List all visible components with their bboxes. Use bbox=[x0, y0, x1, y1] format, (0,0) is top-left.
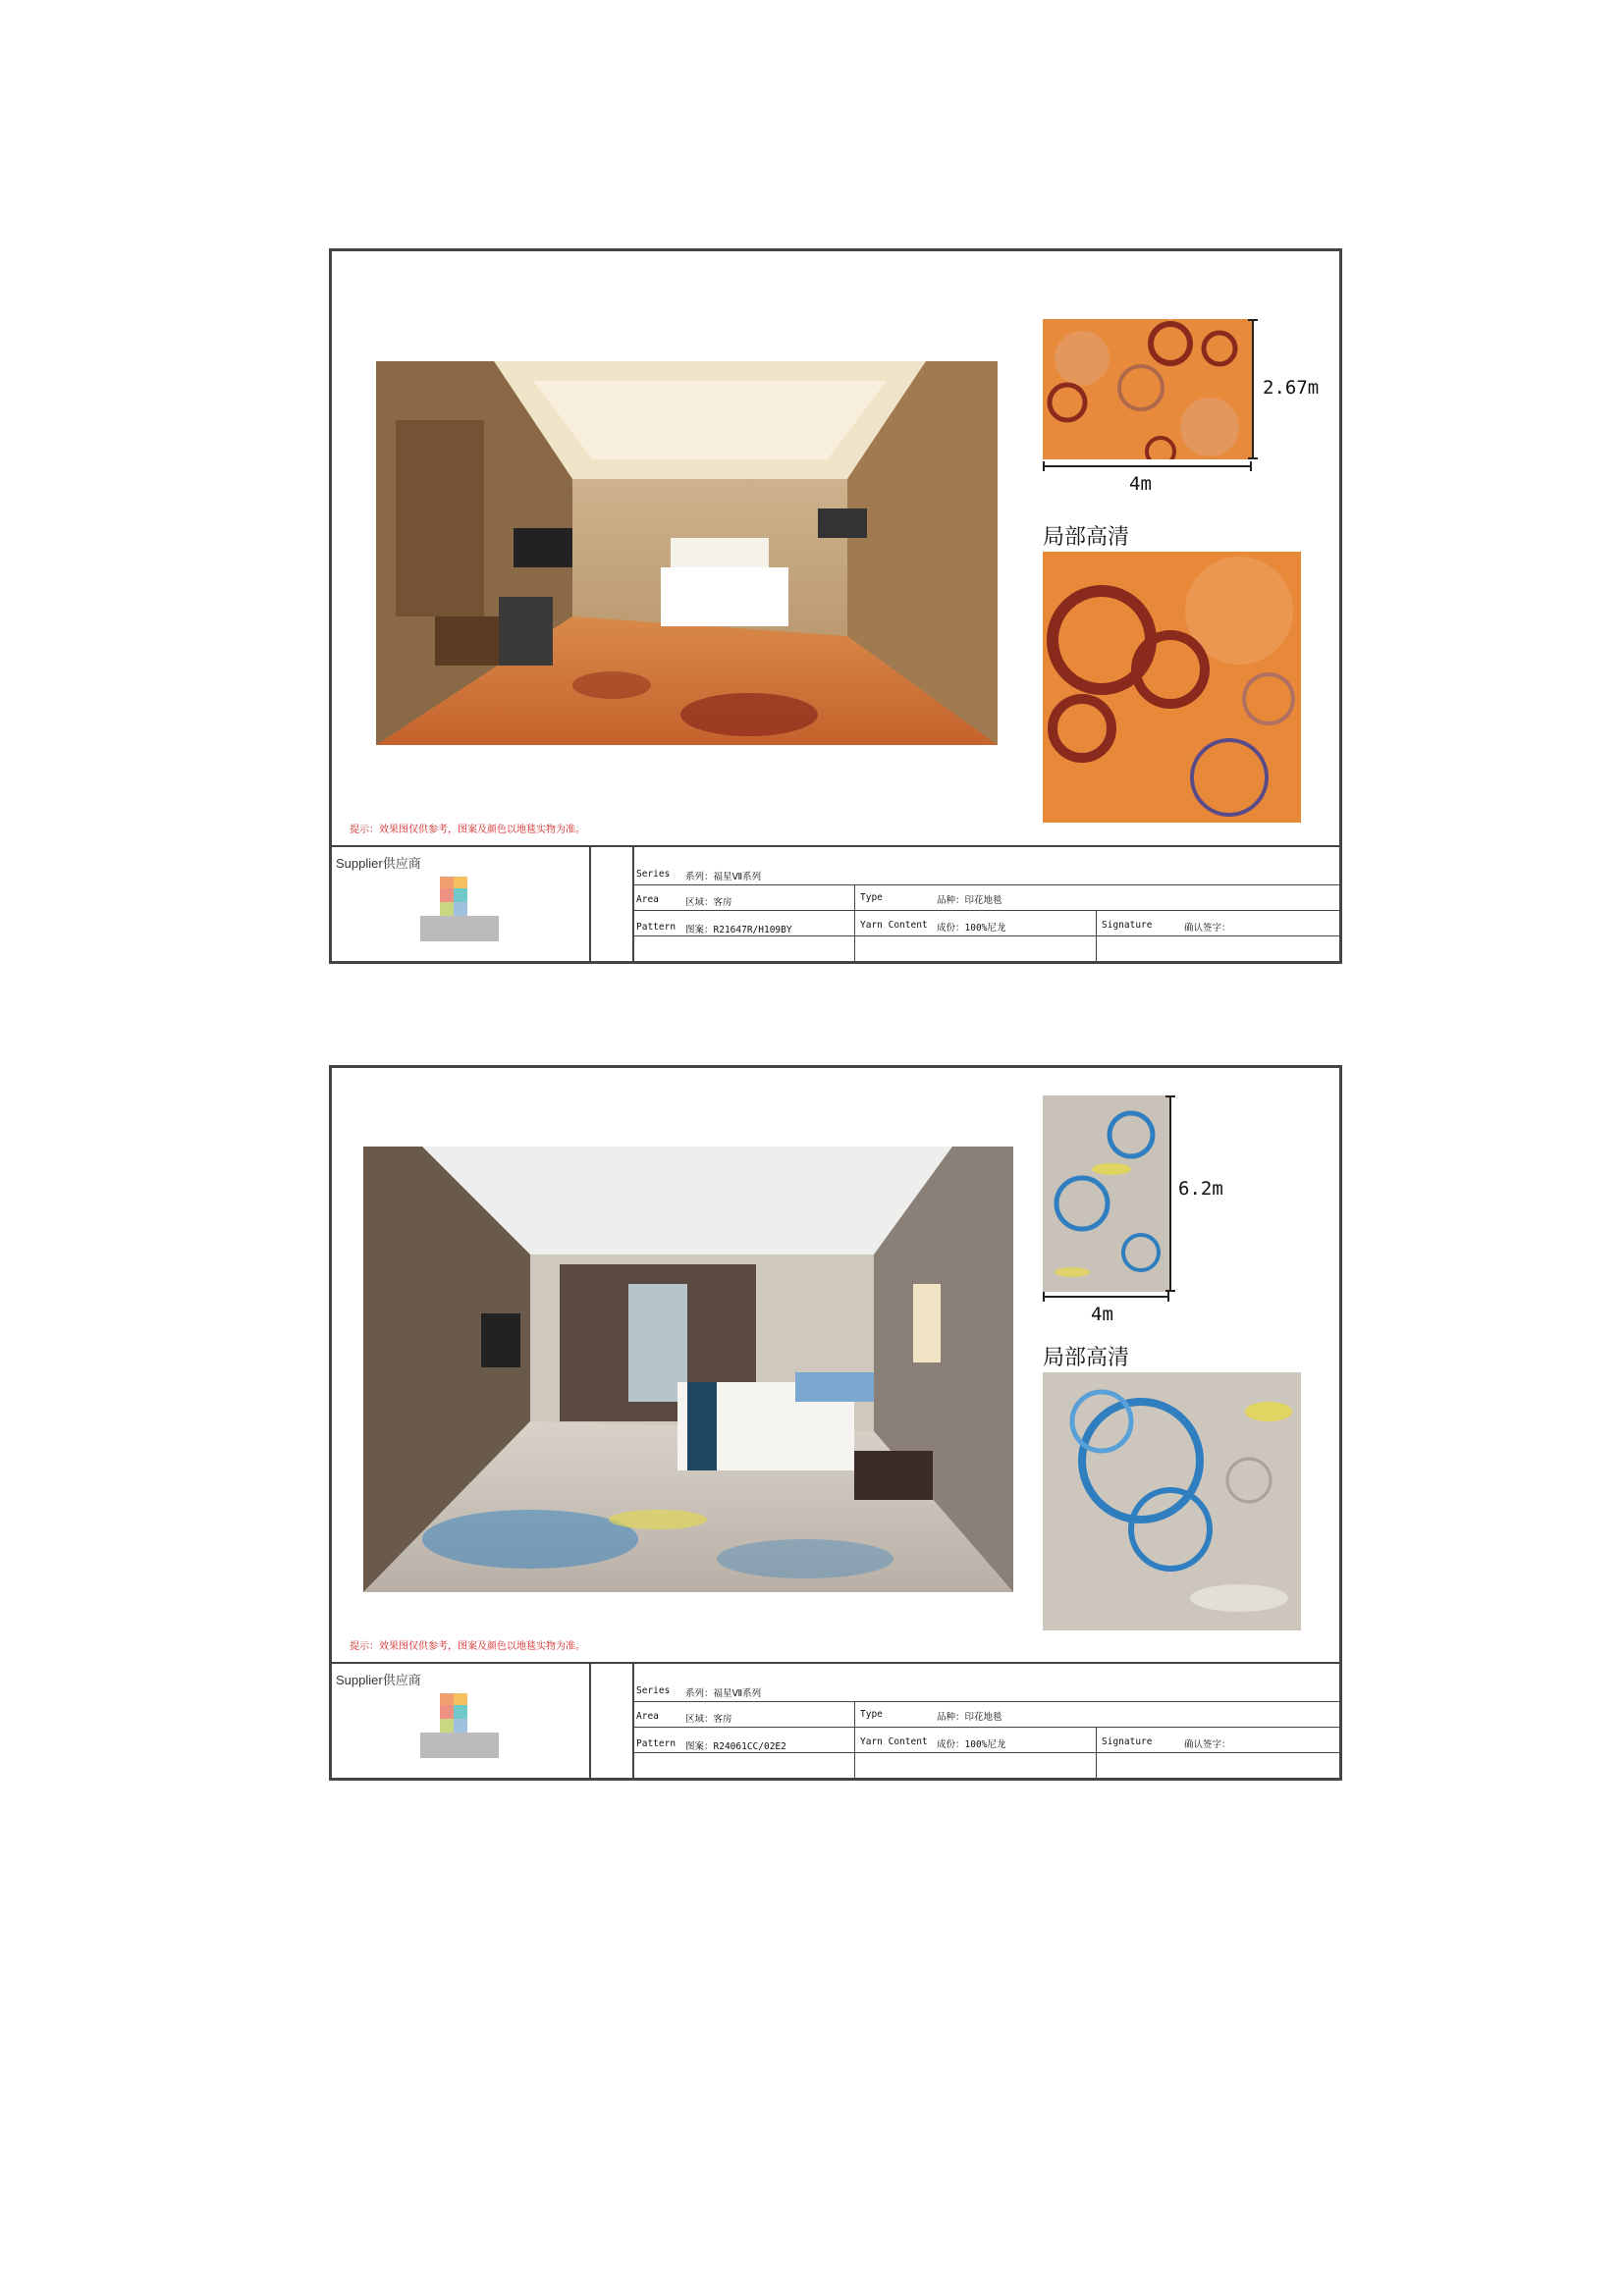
pattern-label: Pattern bbox=[636, 922, 677, 933]
type-value: 品种：印花地毯 bbox=[937, 895, 1002, 906]
type-label: Type bbox=[860, 892, 883, 903]
series-value: 系列：福星Ⅶ系列 bbox=[685, 872, 762, 882]
height-dimension-label: 2.67m bbox=[1263, 377, 1320, 399]
series-value: 系列：福星Ⅶ系列 bbox=[685, 1688, 762, 1699]
type-value: 品种：印花地毯 bbox=[937, 1712, 1002, 1723]
carpet-closeup-image bbox=[1043, 1372, 1301, 1630]
area-label: Area bbox=[636, 894, 659, 905]
width-dimension-line bbox=[1043, 465, 1252, 467]
closeup-title: 局部高清 bbox=[1043, 1346, 1130, 1370]
height-dimension-label: 6.2m bbox=[1178, 1178, 1223, 1200]
pattern-value: 图案：R21647R/H109BY bbox=[685, 925, 792, 935]
area-value: 区域：客房 bbox=[685, 897, 732, 908]
closeup-title: 局部高清 bbox=[1043, 525, 1130, 550]
supplier-label: Supplier供应商 bbox=[336, 856, 421, 871]
carpet-swatch-image bbox=[1043, 319, 1252, 459]
info-table bbox=[332, 1662, 1339, 1778]
width-dimension-label: 4m bbox=[1091, 1304, 1113, 1325]
signature-field[interactable]: 确认签字： bbox=[1184, 923, 1231, 934]
signature-label: Signature bbox=[1102, 1736, 1153, 1747]
supplier-logo bbox=[420, 877, 499, 955]
width-dimension-line bbox=[1043, 1296, 1169, 1298]
series-label: Series bbox=[636, 869, 671, 880]
height-dimension-line bbox=[1252, 319, 1254, 459]
height-dimension-line bbox=[1169, 1095, 1171, 1292]
series-label: Series bbox=[636, 1685, 671, 1696]
signature-label: Signature bbox=[1102, 920, 1153, 931]
supplier-logo bbox=[420, 1693, 499, 1772]
spec-sheet-2 bbox=[329, 1065, 1342, 1781]
spec-sheet-1 bbox=[329, 248, 1342, 964]
type-label: Type bbox=[860, 1709, 883, 1720]
yarn-label: Yarn Content bbox=[860, 920, 928, 931]
pattern-label: Pattern bbox=[636, 1738, 677, 1749]
yarn-label: Yarn Content bbox=[860, 1736, 928, 1747]
width-dimension-label: 4m bbox=[1129, 473, 1152, 495]
supplier-label: Supplier供应商 bbox=[336, 1673, 421, 1687]
disclaimer-note: 提示：效果图仅供参考，图案及颜色以地毯实物为准。 bbox=[350, 1641, 585, 1652]
yarn-value: 成份：100%尼龙 bbox=[937, 923, 1006, 934]
area-label: Area bbox=[636, 1711, 659, 1722]
room-render-image bbox=[376, 361, 998, 745]
info-table bbox=[332, 845, 1339, 961]
carpet-swatch-image bbox=[1043, 1095, 1169, 1292]
pattern-value: 图案：R24061CC/02E2 bbox=[685, 1741, 786, 1752]
yarn-value: 成份：100%尼龙 bbox=[937, 1739, 1006, 1750]
area-value: 区域：客房 bbox=[685, 1714, 732, 1725]
carpet-closeup-image bbox=[1043, 552, 1301, 823]
disclaimer-note: 提示：效果图仅供参考，图案及颜色以地毯实物为准。 bbox=[350, 825, 585, 835]
room-render-image bbox=[363, 1147, 1013, 1592]
signature-field[interactable]: 确认签字： bbox=[1184, 1739, 1231, 1750]
